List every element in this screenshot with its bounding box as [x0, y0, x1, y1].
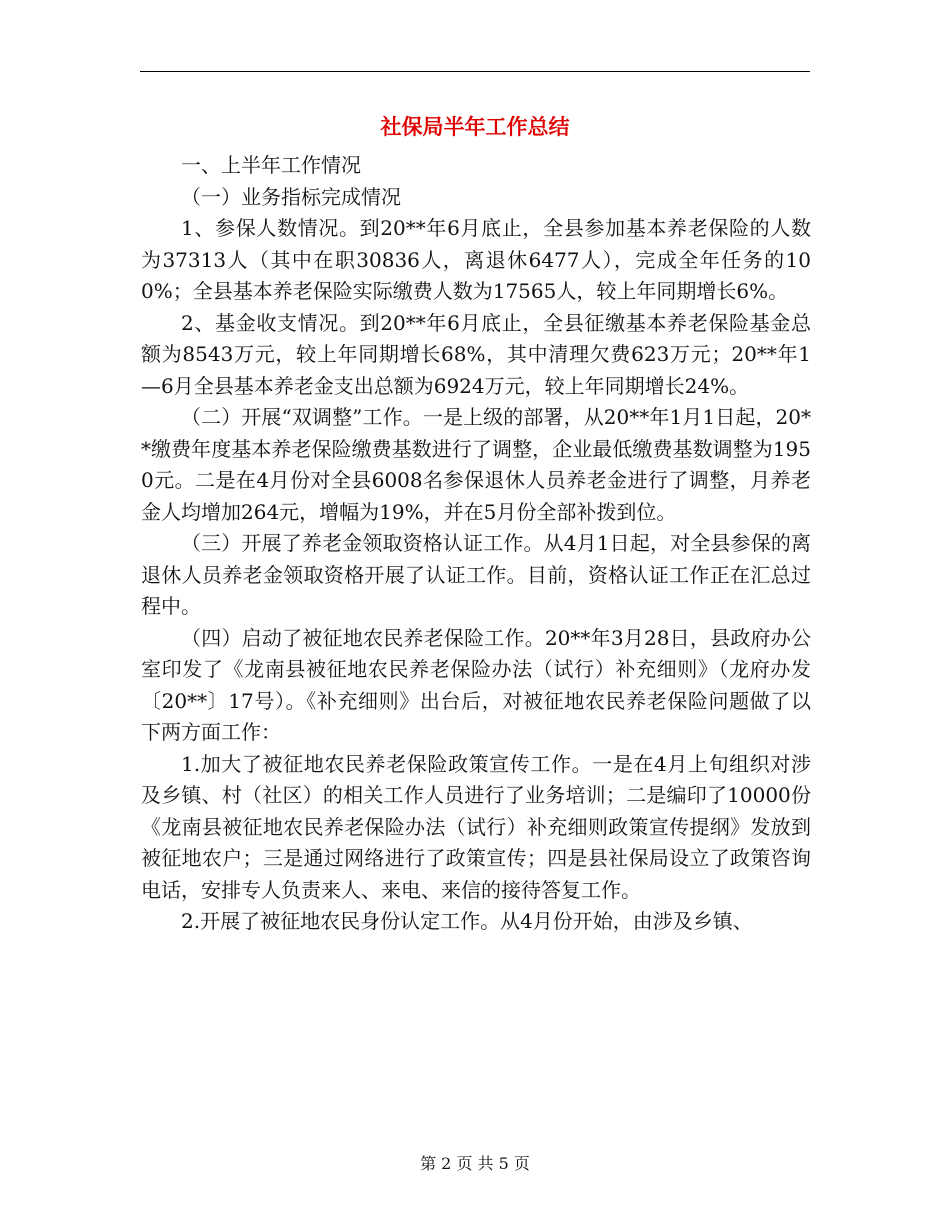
body-paragraph: 1、参保人数情况。到20**年6月底止，全县参加基本养老保险的人数为37313人（其中在职30836人，离退休6477人），完成全年任务的100%；全县基本养老保险实际缴费人数为17565人，较上年同期增长6%。: [141, 216, 811, 303]
subsection-heading: （一）业务指标完成情况: [181, 184, 401, 209]
body-paragraph: （三）开展了养老金领取资格认证工作。从4月1日起，对全县参保的离退休人员养老金领取资格开展了认证工作。目前，资格认证工作正在汇总过程中。: [141, 531, 811, 618]
page-title: 社保局半年工作总结: [380, 115, 570, 139]
body-paragraph: 1.加大了被征地农民养老保险政策宣传工作。一是在4月上旬组织对涉及乡镇、村（社区）的相关工作人员进行了业务培训；二是编印了10000份《龙南县被征地农民养老保险办法（试行）补充细则政策宣传提纲》发放到被征地农户；三是通过网络进行了政策宣传；四是县社保局设立了政策咨询电话，安排专人负责来人、来电、来信的接待答复工作。: [141, 751, 811, 902]
body-paragraph: 2.开展了被征地农民身份认定工作。从4月份开始，由涉及乡镇、: [181, 909, 753, 933]
body-paragraph: 2、基金收支情况。到20**年6月底止，全县征缴基本养老保险基金总额为8543万元，较上年同期增长68%，其中清理欠费623万元；20**年1—6月全县基本养老金支出总额为6924万元，较上年同期增长24%。: [141, 310, 811, 398]
body-paragraph: （二）开展“双调整”工作。一是上级的部署，从20**年1月1日起，20**缴费年度基本养老保险缴费基数进行了调整，企业最低缴费基数调整为1950元。二是在4月份对全县6008名参保退休人员养老金进行了调整，月养老金人均增加264元，增幅为19%，并在5月份全部补拨到位。: [141, 405, 811, 524]
page-number: 第 2 页 共 5 页: [420, 1154, 530, 1173]
document-body: [141, 150, 811, 938]
body-paragraph: （四）启动了被征地农民养老保险工作。20**年3月28日，县政府办公室印发了《龙南县被征地农民养老保险办法（试行）补充细则》（龙府办发〔20**〕17号）。《补充细则》出台后，对被征地农民养老保险问题做了以下两方面工作：: [141, 625, 811, 744]
header-rule: [140, 71, 810, 72]
section-heading: 一、上半年工作情况: [181, 153, 361, 177]
